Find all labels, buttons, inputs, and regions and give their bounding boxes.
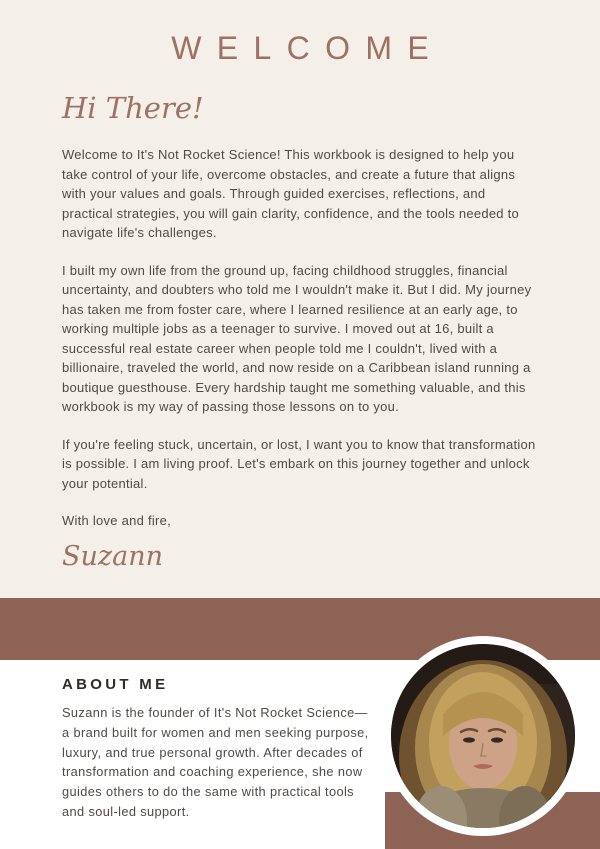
story-paragraph: I built my own life from the ground up, facing childhood struggles, financial uncertainty, and doubters who told me I wouldn't make it. But I did. My journey has taken me from foster care, where I learned resilience at an early age, to working multiple jobs as a teenager to survive. I moved out at 16, built a successful real estate career when people told me I couldn't, lived with a billionaire, traveled the world, and now reside on a Caribbean island running a boutique guesthouse. Every hardship taught me something valuable, and this workbook is my way of passing those lessons on to you. [62,262,532,414]
portrait-illustration [391,644,575,828]
portrait-photo [383,636,583,836]
closing-line: With love and fire, [62,513,171,528]
encouragement-paragraph: If you're feeling stuck, uncertain, or lost, I want you to know that transformation is possible. I am living proof. Let's embark on this journey together and unlock your potential. [62,436,536,491]
page-title: WELCOME [171,30,445,66]
signature-script: Suzann [62,540,163,572]
intro-paragraph: Welcome to It's Not Rocket Science! This workbook is designed to help you take control of your life, overcome obstacles, and create a future that aligns with your values and goals. Through guided exercises, reflections, and practical strategies, you will gain clarity, confidence, and the tools needed to navigate life's challenges. [62,147,520,240]
greeting-script: Hi There! [62,91,204,125]
about-heading: ABOUT ME [62,676,169,693]
portrait-photo-image [391,644,575,828]
about-body: Suzann is the founder of It's Not Rocket Science—a brand built for women and men seeking purpose, luxury, and true personal growth. After decades of transformation and coaching experience, she now guides others to do the same with practical tools and soul-led support. [62,705,369,820]
